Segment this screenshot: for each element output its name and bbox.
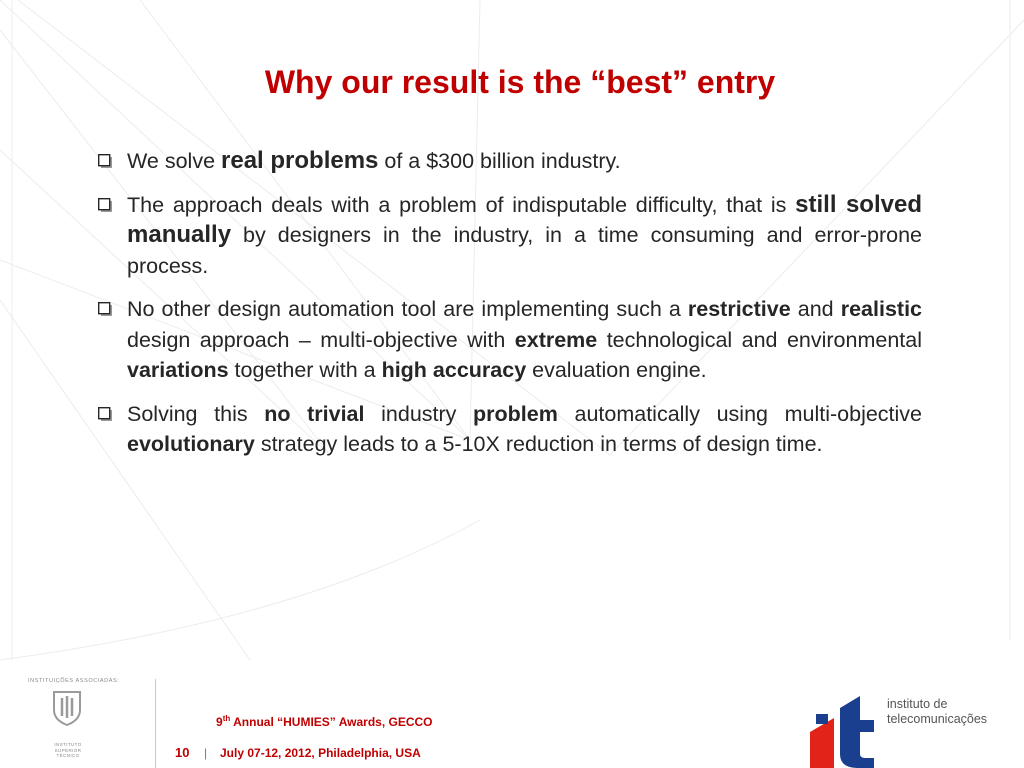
text-segment: Solving this [127, 401, 265, 426]
checkbox-square-icon [98, 302, 113, 317]
bullet-item [98, 399, 922, 460]
emphasis-text: evolutionary [127, 432, 255, 456]
text-segment: automatically using multi-objective [557, 401, 923, 426]
text-segment: and [790, 297, 841, 321]
emphasis-text: restrictive [687, 297, 791, 321]
footer-divider [155, 679, 156, 768]
emphasis-text: still solved manually [127, 190, 922, 248]
checkbox-square-icon [98, 198, 113, 213]
it-name-line1: instituto de [887, 697, 948, 711]
event-name [216, 714, 433, 729]
it-name [887, 697, 987, 727]
bullet-item [98, 146, 922, 177]
text-segment: together with a [228, 358, 382, 382]
it-name-line2: telecomunicações [887, 712, 988, 726]
slide-title: Why our result is the “best” entry [264, 64, 776, 100]
bullet-text [127, 149, 621, 173]
text-segment: of a $300 billion industry. [378, 149, 621, 173]
text-segment: evaluation engine. [526, 358, 707, 382]
it-logo-icon [800, 684, 880, 768]
text-segment: The approach deals with a problem of indisputable difficulty, that is [127, 192, 796, 217]
emphasis-text: no trivial [264, 401, 365, 426]
emphasis-text: variations [127, 358, 229, 382]
text-segment: strategy leads to a 5-10X reduction in terms of design time. [254, 432, 823, 456]
ist-logo-text: INSTITUTO SUPERIOR TÉCNICO [54, 742, 82, 758]
checkbox-square-icon [98, 154, 113, 169]
bullet-text [127, 190, 922, 278]
footer-separator: | [204, 746, 208, 760]
event-title: Annual “HUMIES” Awards, GECCO [230, 715, 433, 729]
page-number: 10 [175, 745, 190, 760]
emphasis-text: real problems [221, 147, 379, 174]
event-ordinal: 9 [216, 715, 223, 729]
text-segment: technological and environmental [597, 327, 922, 352]
checkbox-square-icon [98, 407, 113, 422]
date-location: July 07-12, 2012, Philadelphia, USA [220, 746, 421, 760]
text-segment: by designers in the industry, in a time consuming and error-prone process. [127, 223, 922, 278]
ist-shield-icon [52, 690, 82, 726]
text-segment: industry [364, 401, 474, 426]
bullet-text [127, 402, 922, 457]
bullet-item [98, 294, 922, 386]
event-ordinal-suffix: th [222, 714, 231, 723]
bullet-text [127, 297, 922, 382]
associated-institutions-label: INSTITUIÇÕES ASSOCIADAS: [28, 678, 120, 684]
text-segment: design approach – multi-objective with [127, 327, 515, 352]
emphasis-text: extreme [514, 327, 598, 352]
bullet-item [98, 190, 922, 282]
emphasis-text: high accuracy [381, 358, 527, 382]
emphasis-text: problem [473, 401, 558, 426]
emphasis-text: realistic [840, 297, 922, 321]
bullet-list [98, 146, 922, 473]
text-segment: We solve [127, 149, 221, 173]
text-segment: No other design automation tool are implementing such a [127, 297, 688, 321]
